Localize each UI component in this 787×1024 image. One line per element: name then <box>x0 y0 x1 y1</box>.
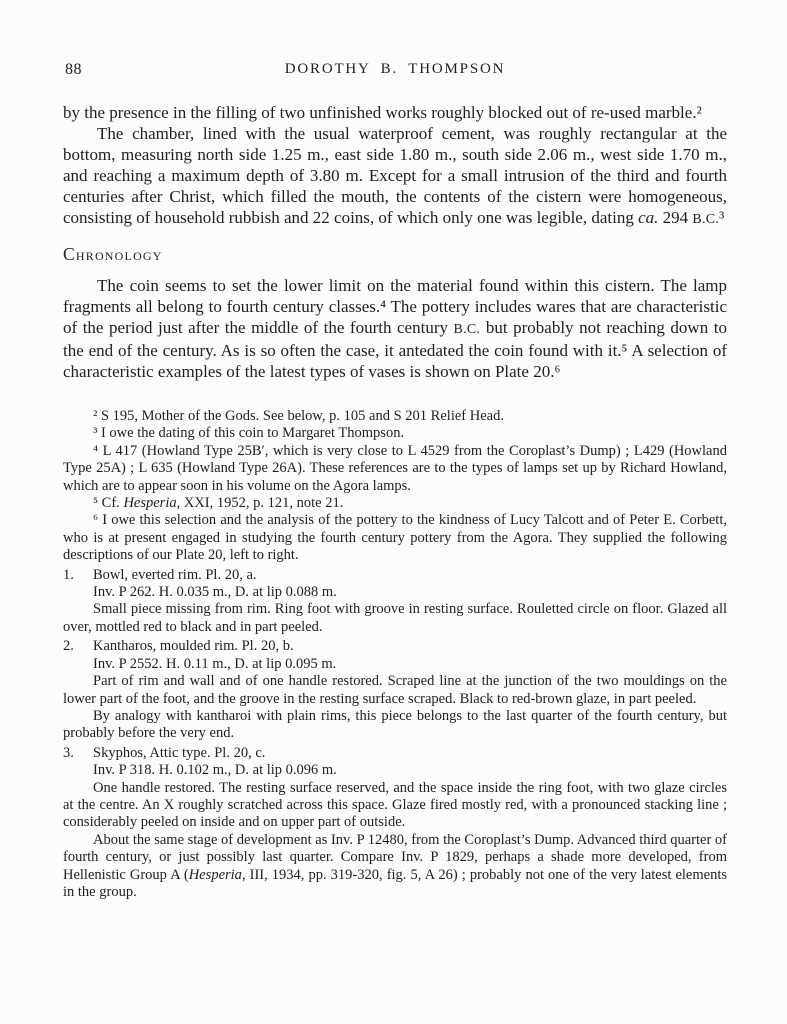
catalogue-paragraph <box>63 584 727 601</box>
catalogue-paragraph <box>63 832 727 902</box>
text-run: by the presence in the filling of two unfinished works roughly blocked out of re-used marble.² <box>63 103 702 122</box>
article-body <box>63 102 727 901</box>
catalogue-paragraph <box>63 780 727 832</box>
catalogue-entry-number: 3. <box>63 744 74 761</box>
text-run: but probably not reaching down to the end of the century. As is so often the case, it antedated the coin found with it.⁵ A selection of characteristic examples of the latest types of vases is shown on Plate 20.⁶ <box>63 318 727 381</box>
text-run: Hesperia <box>188 866 242 883</box>
text-run: , XXI, 1952, p. 121, note 21. <box>176 495 344 512</box>
footnote-6 <box>63 512 727 564</box>
footnote-2 <box>63 408 727 425</box>
page-number: 88 <box>65 61 82 78</box>
text-run: By analogy with kantharoi with plain rims, this piece belongs to the last quarter of the fourth century, but probably before the very end. <box>63 707 727 742</box>
text-run: ³ I owe the dating of this coin to Margaret Thompson. <box>93 425 405 442</box>
text-run: ca. <box>638 208 659 227</box>
running-head: DOROTHY B. THOMPSON <box>284 61 506 77</box>
text-run: ⁴ L 417 (Howland Type 25B′, which is very close to L 4529 from the Coroplast’s Dump) ; L429 (Howland Type 25A) ; L 635 (Howland Type 26A). These references are to the types of lamps set up by Richard Howland, which are to appear soon in his volume on the Agora lamps. <box>63 442 727 494</box>
text-run: Part of rim and wall and of one handle restored. Scraped line at the junction of the two mouldings on the lower part of the foot, and the groove in the resting surface scraped. Black to red-brown glaze, in part peeled. <box>63 673 727 707</box>
text-run: One handle restored. The resting surface reserved, and the space inside the ring foot, with two glaze circles at the centre. An X roughly scratched across this space. Glaze fired mostly red, with a pronounced stacking line ; considerably peeled on inside and on upper part of outside. <box>63 779 727 831</box>
text-run: ³ <box>719 208 725 227</box>
footnotes-section <box>63 408 727 901</box>
body-paragraph <box>63 123 727 230</box>
footnote-3 <box>63 425 727 442</box>
text-run: Hesperia <box>123 495 177 512</box>
text-run: About the same stage of development as Inv. P 12480, from the Coroplast’s Dump. Advanced third quarter of fourth century, or just possibly last quarter. Compare Inv. P 1829, perhaps a shade more developed, from Hellenistic Group A ( <box>63 831 727 883</box>
body-paragraph <box>63 102 727 123</box>
text-run: Inv. P 2552. H. 0.11 m., D. at lip 0.095 m. <box>93 655 337 672</box>
catalogue-entry-number: 2. <box>63 638 74 655</box>
catalogue-entry-2 <box>63 638 727 742</box>
catalogue-entry-3 <box>63 745 727 902</box>
catalogue-paragraph <box>63 708 727 743</box>
text-run: , III, 1934, pp. 319-320, fig. 5, A 26) ; probably not one of the very latest elements in the group. <box>63 866 727 900</box>
text-run: The coin seems to set the lower limit on the material found within this cistern. The lamp fragments all belong to fourth century classes.⁴ The pottery includes wares that are characteristic of the period just after the middle of the fourth century <box>63 276 727 337</box>
catalogue-entry-number: 1. <box>63 566 74 583</box>
text-run: ⁶ I owe this selection and the analysis of the pottery to the kindness of Lucy Talcott and of Peter E. Corbett, who is at present engaged in studying the fourth century pottery from the Agora. They supplied the following descriptions of our Plate 20, left to right. <box>63 512 727 564</box>
catalogue-entry-1 <box>63 567 727 637</box>
catalogue-entry-title: Skyphos, Attic type. Pl. 20, c. <box>93 744 266 761</box>
footnote-4 <box>63 443 727 495</box>
catalogue-paragraph <box>63 762 727 779</box>
text-run: ⁵ Cf. <box>93 495 124 512</box>
catalogue-entry-heading <box>63 745 727 762</box>
catalogue-entry-title: Kantharos, moulded rim. Pl. 20, b. <box>93 638 294 655</box>
text-run: B.C. <box>692 212 720 227</box>
catalogue-entry-heading <box>63 638 727 655</box>
text-run: 294 <box>658 208 693 227</box>
catalogue-entry-heading <box>63 567 727 584</box>
catalogue-paragraph <box>63 601 727 636</box>
text-run: The chamber, lined with the usual waterproof cement, was roughly rectangular at the bottom, measuring north side 1.25 m., east side 1.80 m., south side 2.06 m., west side 1.70 m., and reaching a maximum depth of 3.80 m. Except for a small intrusion of the third and fourth centuries after Christ, which filled the mouth, the contents of the cistern were homogeneous, consisting of household rubbish and 22 coins, of which only one was legible, dating <box>63 124 727 227</box>
body-paragraph <box>63 275 727 382</box>
text-run: ² S 195, Mother of the Gods. See below, p. 105 and S 201 Relief Head. <box>93 408 504 424</box>
text-run: B.C. <box>453 322 481 337</box>
text-run: Small piece missing from rim. Ring foot with groove in resting surface. Rouletted circle on floor. Glazed all over, mottled red to black and in part peeled. <box>63 601 727 635</box>
catalogue-paragraph <box>63 656 727 673</box>
catalogue-entry-title: Bowl, everted rim. Pl. 20, a. <box>93 566 257 583</box>
footnote-5 <box>63 495 727 512</box>
section-heading: Chronology <box>63 244 163 264</box>
text-run: Inv. P 262. H. 0.035 m., D. at lip 0.088 m. <box>93 584 337 601</box>
page-header <box>63 59 727 79</box>
catalogue-paragraph <box>63 673 727 708</box>
text-run: Inv. P 318. H. 0.102 m., D. at lip 0.096 m. <box>93 762 337 779</box>
